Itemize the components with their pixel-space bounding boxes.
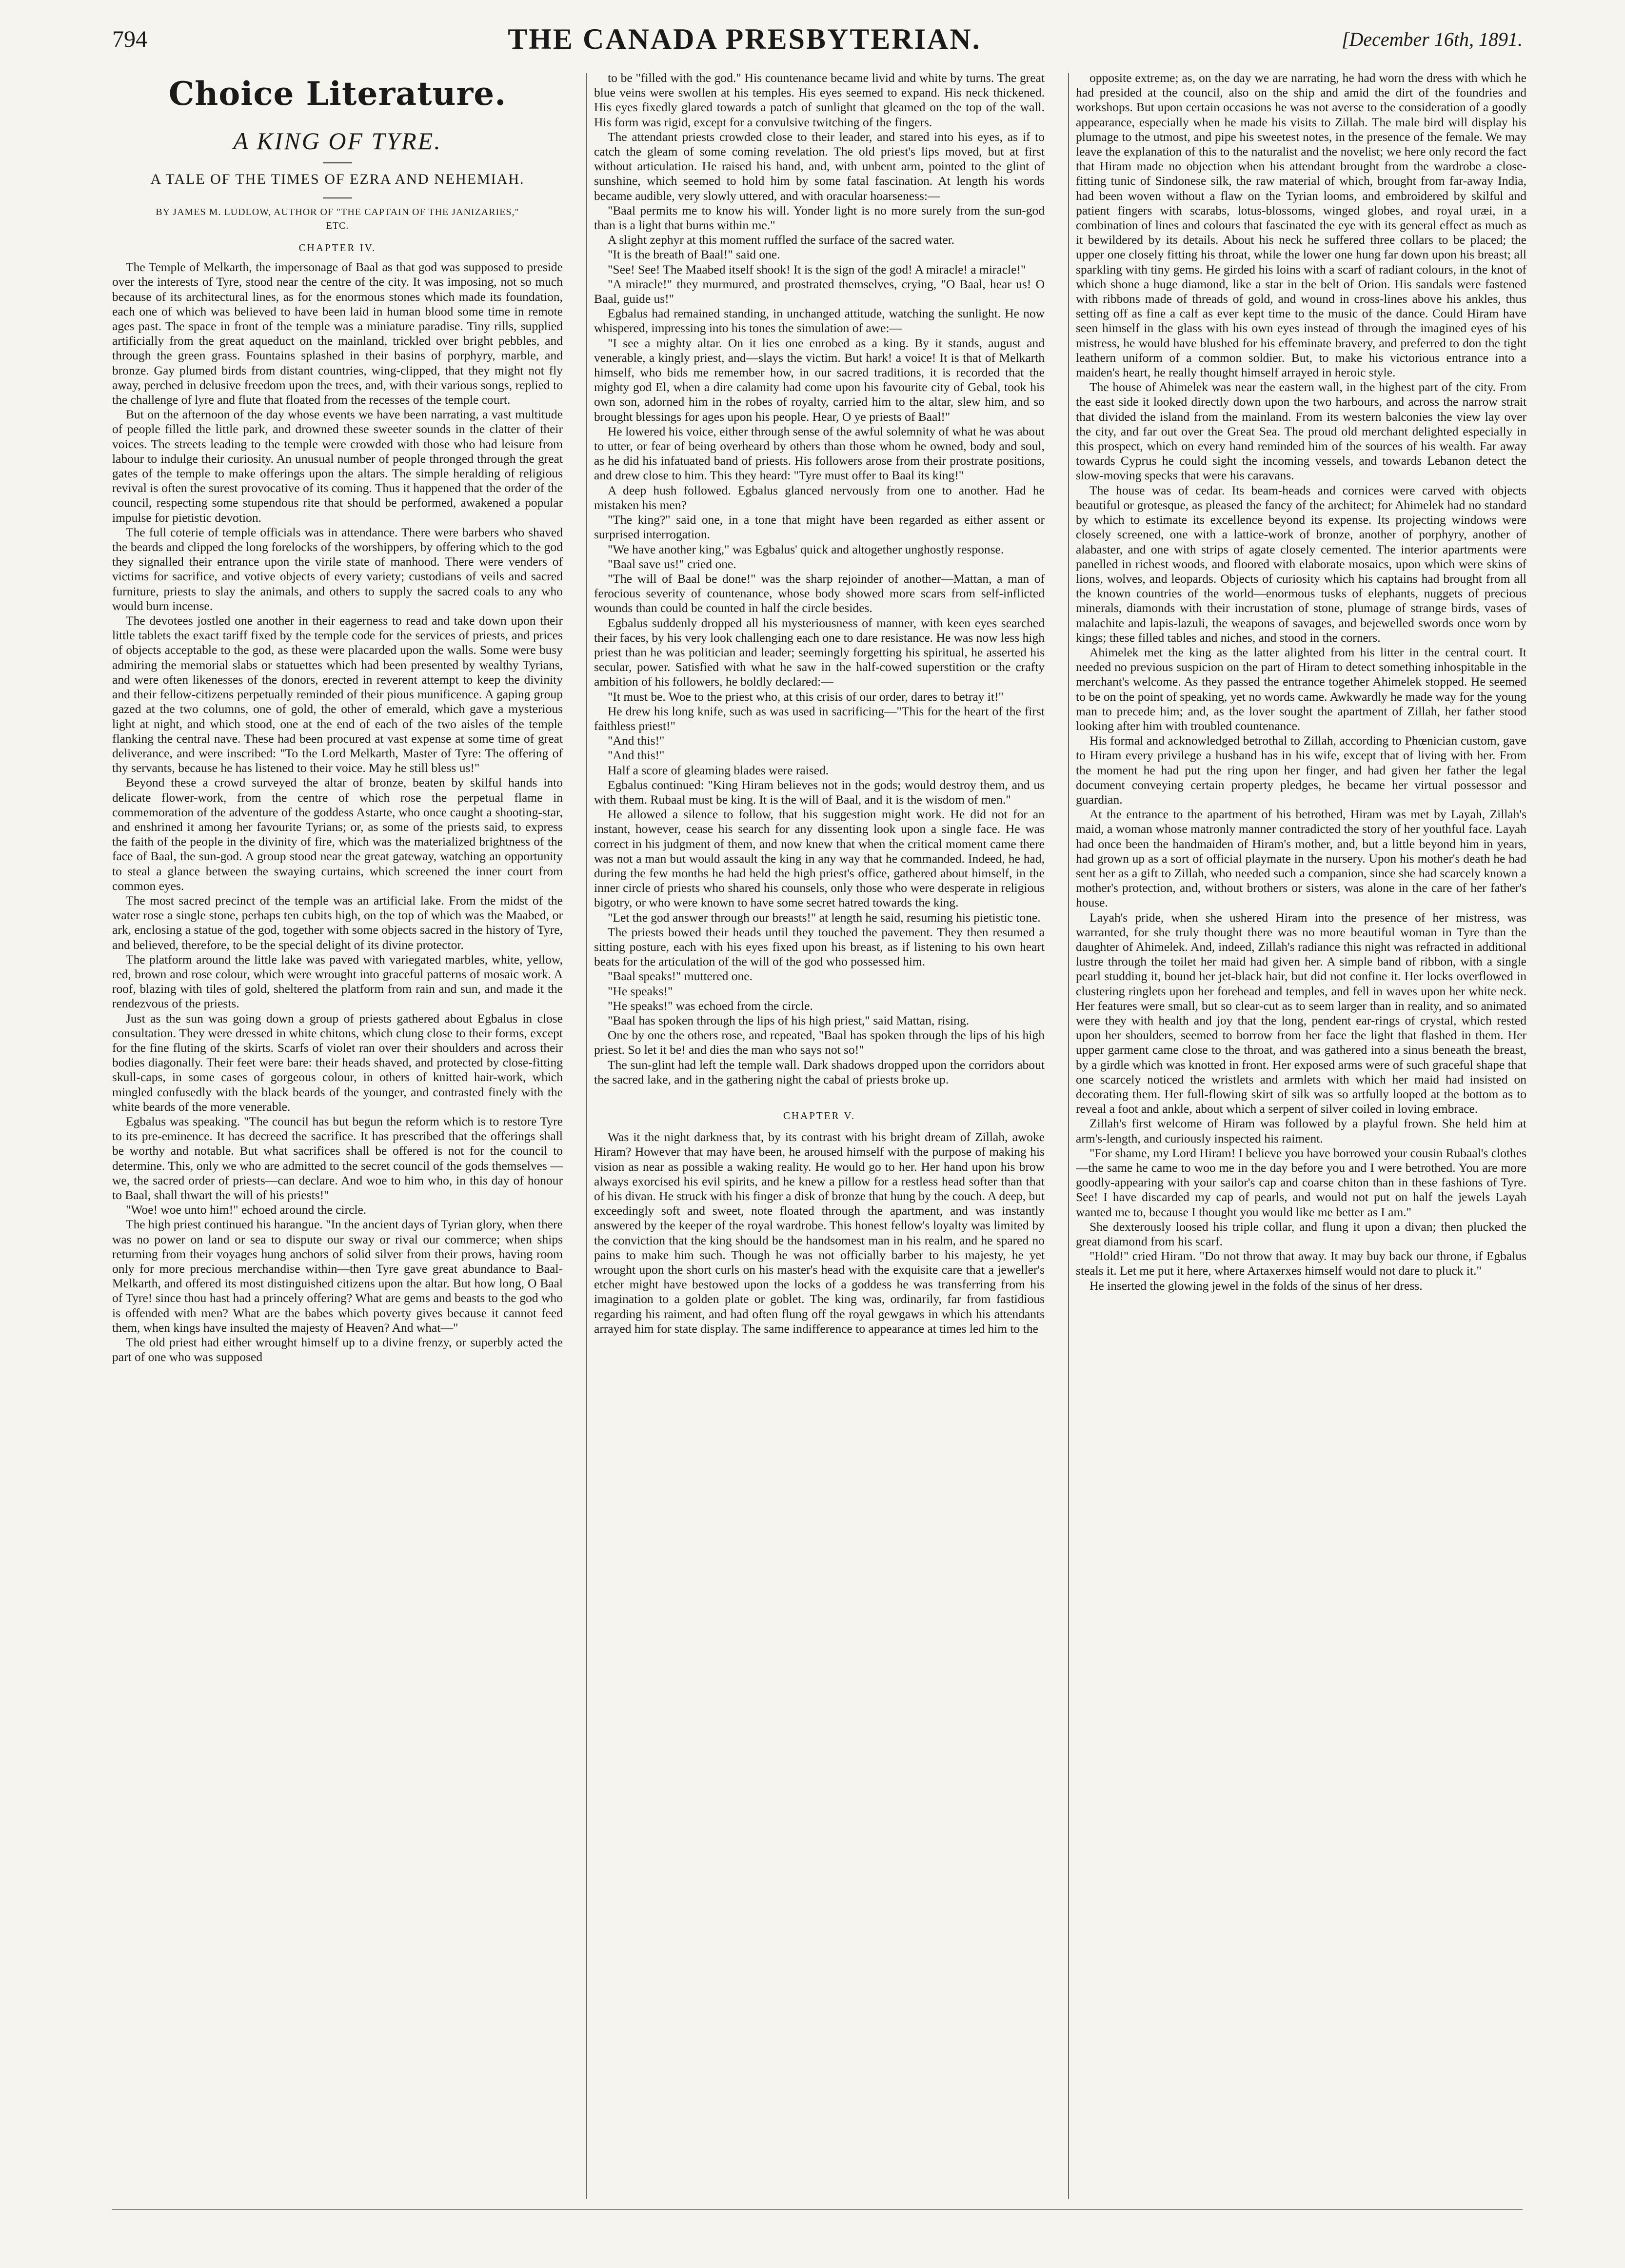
chapter-v-continued <box>1076 71 1526 1293</box>
paragraph: "Baal speaks!" muttered one. <box>608 969 753 984</box>
paragraph: The attendant priests crowded close to their leader, and stared into his eyes, as if to catch the gleam of some coming revelation. The old priest's lips moved, but at first without articulation. He raised his hand, and, with unbent arm, pointed to the glint of sunshine, which seemed to hold him by some fatal fascination. At length his words became audible, very slowly uttered, and with oracular hoarseness:— <box>594 129 1045 203</box>
paragraph: Egbalus continued: "King Hiram believes not in the gods; would destroy them, and us with them. Rubaal must be king. It is the will of Baal, and it is the wisdom of men." <box>594 777 1045 807</box>
paragraph: Was it the night darkness that, by its contrast with his bright dream of Zillah, awoke Hiram? However that may have been, he aroused himself with the purpose of making his vision as near as possible a waking reality. He would go to her. Her hand upon his brow always exorcised his evil spirits, and he knew a pillow for a restless head softer than that of his divan. He struck with his finger a disk of bronze that hung by the couch. A deep, but exceedingly soft and sweet, note floated through the apartment, and was instantly answered by the keeper of the royal wardrobe. This honest fellow's loyalty was limited by the conviction that the king should be the handsomest man in his realm, and he spared no pains to make him such. Though he was not officially barber to his majesty, he yet wrought upon the short curls on his master's head with the exquisite care that a jeweller's etcher might have bestowed upon the locks of a goddess he was transferring from his imagination to a golden plate or goblet. The king was, ordinarily, far from fastidious regarding his raiment, and had often flung off the royal gewgaws in which his attendants arrayed him for state display. The same indifference to appearance at times led him to the <box>594 1130 1045 1336</box>
paragraph: Ahimelek met the king as the latter alighted from his litter in the central court. It needed no previous suspicion on the part of Hiram to detect something inhospitable in the merchant's welcome. As they passed the entrance together Ahimelek stopped. He seemed to be on the point of speaking, yet no words came. Awkwardly he made way for the young man to precede him; and, as the lover sought the apartment of Zillah, her father stood looking after him with troubled countenance. <box>1076 645 1526 733</box>
chapter-iv-body <box>112 260 563 1364</box>
byline: BY JAMES M. LUDLOW, AUTHOR OF "THE CAPTAIN OF THE JANIZARIES," ETC. <box>156 207 519 231</box>
paragraph: She dexterously loosed his triple collar, and flung it upon a divan; then plucked the great diamond from his scarf. <box>1076 1219 1526 1249</box>
paragraph: Egbalus was speaking. "The council has but begun the reform which is to restore Tyre to its pre-eminence. It has decreed the sacrifice. It has prescribed that the offerings shall be worthy and notable. But what sacrifices shall be offered is not for the council to determine. This, only we who are admitted to the secret council of the gods themselves —we, the sacred order of priests—can declare. And woe to him who, in this day of honour to Baal, shall thwart the will of his priests!" <box>112 1114 563 1202</box>
paragraph: His formal and acknowledged betrothal to Zillah, according to Phœnician custom, gave to Hiram every privilege a husband has in his wife, except that of living with her. From the moment he had put the ring upon her finger, and had given her father the legal document conveying certain property pledges, he became her virtual possessor and guardian. <box>1076 733 1526 807</box>
paragraph: "And this!" <box>608 748 665 763</box>
paragraph: The priests bowed their heads until they touched the pavement. They then resumed a sitting posture, each with his eyes fixed upon his breast, as if listening to his own heart beats for the articulation of the will of the god who possessed him. <box>594 925 1045 969</box>
paragraph: Half a score of gleaming blades were raised. <box>608 763 829 777</box>
paragraph: A deep hush followed. Egbalus glanced nervously from one to another. Had he mistaken his men? <box>594 483 1045 512</box>
paragraph: The old priest had either wrought himself up to a divine frenzy, or superbly acted the part of one who was supposed <box>112 1335 563 1364</box>
paragraph: "Baal has spoken through the lips of his high priest," said Mattan, rising. <box>608 1013 970 1027</box>
paragraph: He allowed a silence to follow, that his suggestion might work. He did not for an instant, however, cease his search for any dissenting look upon a single face. He was correct in his judgment of them, and now knew that when the critical moment came there was not a man but would assault the king in any way that he commanded. Indeed, he had, during the few months he had held the high priest's office, gathered about himself, in the inner circle of priests who shared his counsels, only those who were desperate in religious bigotry, or who were known to have some secret hatred towards the king. <box>594 807 1045 910</box>
subtitle-rule <box>323 197 352 198</box>
column-1 <box>112 71 563 2207</box>
paragraph: "A miracle!" they murmured, and prostrated themselves, crying, "O Baal, hear us! O Baal, guide us!" <box>594 276 1045 306</box>
paragraph: The high priest continued his harangue. "In the ancient days of Tyrian glory, when there was no power on land or sea to dispute our sway or rival our commerce; when ships returning from their voyages hung anchors of solid silver from their prows, having room only for more precious merchandise within—then Tyre gave great abundance to Baal-Melkarth, and offered its most distinguished citizens upon the altar. But how long, O Baal of Tyre! since thou hast had a princely offering? What are gems and beasts to the god who is offended with men? What are the babes which poverty gives because it cannot feed them, when kings have insulted the majesty of Heaven? And what—" <box>112 1217 563 1335</box>
paragraph: The sun-glint had left the temple wall. Dark shadows dropped upon the corridors about the sacred lake, and in the gathering night the cabal of priests broke up. <box>594 1057 1045 1086</box>
running-header <box>112 20 1523 59</box>
paragraph: "For shame, my Lord Hiram! I believe you have borrowed your cousin Rubaal's clothes—the same he came to woo me in the day before you and I were betrothed. You are more goodly-appearing with your sailor's cap and coarse chiton than in these fashions of Tyre. See! I have discarded my cap of pearls, and would not put on half the jewels Layah wanted me to, because I thought you would like me better as I am." <box>1076 1145 1526 1219</box>
bottom-rule <box>112 2209 1523 2210</box>
story-title: A KING OF TYRE. <box>233 127 442 155</box>
paragraph: Egbalus had remained standing, in unchanged attitude, watching the sunlight. He now whispered, impressing into his tones the simulation of awe:— <box>594 306 1045 335</box>
paragraph: At the entrance to the apartment of his betrothed, Hiram was met by Layah, Zillah's maid, a woman whose matronly manner contradicted the story of her youthful face. Layah had once been the handmaiden of Hiram's mother, and, but a little beyond him in years, had grown up as a sort of official playmate in the nursery. Upon his mother's death he had sent her as a gift to Zillah, who needed such a companion, since she had scarcely known a mother's protection, and, without brothers or sisters, was alone in the care of her father's house. <box>1076 807 1526 910</box>
paragraph: One by one the others rose, and repeated, "Baal has spoken through the lips of his high priest. So let it be! and dies the man who says not so!" <box>594 1028 1045 1057</box>
column-3 <box>1076 71 1526 2207</box>
paragraph: Just as the sun was going down a group of priests gathered about Egbalus in close consultation. They were dressed in white chitons, which clung close to their forms, except for the fine fluting of the skirts. Scarfs of violet ran over their shoulders and across their bodies diagonally. Their feet were bare: their heads shaved, and protected by close-fitting skull-caps, in some cases of gorgeous colour, in others of knitted hair-work, which mingled confusedly with the black beards of the younger, and contrasted finely with the white beards of the more venerable. <box>112 1011 563 1114</box>
paragraph: "Woe! woe unto him!" echoed around the circle. <box>126 1203 367 1217</box>
paragraph: Layah's pride, when she ushered Hiram into the presence of her mistress, was warranted, for she truly thought there was no more beautiful woman in Tyre than the daughter of Ahimelek. And, indeed, Zillah's radiance this night was refracted in additional lustre through the toilet her maid had given her. A simple band of ribbon, with a single pearl studding it, bound her jet-black hair, but did not confine it. Her locks overflowed in clustering ringlets upon her forehead and temples, and fell in waves upon her white neck. Her features were small, but so clear-cut as to seem larger than in reality, and so animated were they with health and joy that the long, pendent ear-rings of crystal, which rested upon her shoulders, seemed to borrow from her face the light that flashed in them. Her upper garment came close to the throat, and was gathered into a sinus beneath the breast, by a girdle which was knotted in front. Her exposed arms were of such graceful shape that one scarcely noticed the wristlets and armlets with which her maid had insisted on decorating them. Her full-flowing skirt of silk was so artfully looped at the bottom as to reveal a foot and ankle, about which a serpent of silver coiled in loving embrace. <box>1076 910 1526 1116</box>
paragraph: "Baal permits me to know his will. Yonder light is no more surely from the sun-god than is a light that burns within me." <box>594 203 1045 233</box>
paragraph: "The will of Baal be done!" was the sharp rejoinder of another—Mattan, a man of ferocious severity of countenance, whose body showed more scars from self-inflicted wounds than could be counted in half the circle besides. <box>594 571 1045 615</box>
chapter-heading: CHAPTER V. <box>783 1110 856 1122</box>
paragraph: He inserted the glowing jewel in the folds of the sinus of her dress. <box>1090 1278 1423 1293</box>
paragraph: Egbalus suddenly dropped all his mysteriousness of manner, with keen eyes searched their faces, by his very look challenging each one to dare resistance. He was now less high priest than he was politician and leader; seemingly forgetting his spiritual, he asserted his secular, power. Satisfied with what he saw in the half-cowed superstition or the crafty ambition of his followers, he boldly declared:— <box>594 615 1045 689</box>
paragraph: "I see a mighty altar. On it lies one enrobed as a king. By it stands, august and venerable, a kingly priest, and—slays the victim. But hark! a voice! It is that of Melkarth himself, who bids me remember how, in our sacred traditions, it is recorded that the mighty god El, when a dire calamity had come upon his favourite city of Gebal, took his own son, adorned him in the robes of royalty, carried him to the altar, slew him, and so brought blessings for ages upon his people. Hear, O ye priests of Baal!" <box>594 335 1045 424</box>
paragraph: to be "filled with the god." His countenance became livid and white by turns. The great blue veins were swollen at his temples. His eyes seemed to expand. His neck thickened. His eyes fixedly glared towards a patch of sunlight that gleamed on the top of the wall. His form was rigid, except for a convulsive twitching of the fingers. <box>594 71 1045 129</box>
paragraph: But on the afternoon of the day whose events we have been narrating, a vast multitude of people filled the little park, and drowned these sweeter sounds in the clatter of their voices. The streets leading to the temple were crowded with those who had leisure from labour to indulge their curiosity. An unusual number of people thronged through the great gates of the temple to make offerings upon the altars. The simple heralding of religious revival is often the surest provocative of its coming. Thus it happened that the order of the council, respecting some stupendous rite that should be performed, awakened a popular impulse for pietistic devotion. <box>112 407 563 525</box>
story-subtitle: A TALE OF THE TIMES OF EZRA AND NEHEMIAH. <box>150 171 525 187</box>
paragraph: The house of Ahimelek was near the eastern wall, in the highest part of the city. From the east side it looked directly down upon the two harbours, and across the narrow strait that divided the island from the mainland. From its western balconies the view lay over the city, and far out over the Great Sea. The proud old merchant delighted especially in this prospect, which on every hand reminded him of the sources of his wealth. Far away towards Cyprus he could sight the incoming vessels, and towards Lebanon detect the slow-moving specks that were his caravans. <box>1076 380 1526 483</box>
title-rule <box>323 162 352 163</box>
paragraph: opposite extreme; as, on the day we are narrating, he had worn the dress with which he had presided at the council, also on the ship and amid the dirt of the foundries and workshops. But upon certain occasions he was not averse to the consideration of a goodly appearance, especially when he made his visits to Zillah. The male bird will display his plumage to the utmost, and pipe his sweetest notes, in the presence of the female. We may leave the explanation of this to the naturalist and the novelist; we here only record the fact that Hiram made no objection when his attendant brought from the wardrobe a close-fitting tunic of Sindonese silk, the raw material of which, brought from far-away India, had been woven without a flaw on the Tyrian looms, and embroidered by skilful and patient fingers with scarabs, lotus-blossoms, winged globes, and royal uræi, in a combination of lines and colours that fascinated the eye with its general effect as much as it bewildered by its details. About his neck he suffered three collars to be placed; the upper one closely fitting his throat, while the lower one hung far down upon his breast; all sparkling with tiny gems. He girded his loins with a scarf of radiant colours, in the knot of which shone a huge diamond, like a star in the belt of Orion. His sandals were fastened with ribbons made of threads of gold, and wound in cross-lines above his ankles, thus setting off as fine a calf as ever kept time to the music of the dance. Could Hiram have seen himself in the glass with his own eyes instead of through the imagined eyes of his mistress, he would have blushed for his effeminate bravery, and preferred to don the tight leathern uniform of a common soldier. But, to make his victorious entrance into a maiden's heart, he really thought himself arrayed in heroic style. <box>1076 71 1526 380</box>
paragraph: A slight zephyr at this moment ruffled the surface of the sacred water. <box>608 233 955 247</box>
paragraph: The Temple of Melkarth, the impersonage of Baal as that god was supposed to preside over the interests of Tyre, stood near the centre of the city. It was imposing, not so much because of its architectural lines, as for the enormous stones which made its foundation, each one of which was believed to have been laid in human blood some time in remote ages past. The space in front of the temple was a miniature paradise. Tiny rills, supplied artificially from the great aqueduct on the mainland, trickled over bright pebbles, and through the green grass. Fountains splashed in their basins of porphyry, marble, and bronze. Gay plumed birds from distant countries, wing-clipped, that they might not fly away, perched in delusive freedom upon the trees, and, with their various songs, replied to the challenge of lyre and flute that floated from the recesses of the temple court. <box>112 260 563 407</box>
page-number: 794 <box>112 26 147 52</box>
chapter-iv-continued <box>594 71 1045 1087</box>
paragraph: The full coterie of temple officials was in attendance. There were barbers who shaved the beards and clipped the long forelocks of the worshippers, by offering which to the god they signalled their entrance upon the virile state of manhood. There were venders of victims for sacrifice, and votive objects of every variety; custodians of veils and sacred furniture, priests to slay the animals, and others to supply the sacred coals to any who would burn incense. <box>112 525 563 613</box>
paragraph: The devotees jostled one another in their eagerness to read and take down upon their little tablets the exact tariff fixed by the temple code for the services of priests, and prices of objects acceptable to the god, as these were placarded upon the walls. Some were busy admiring the memorial slabs or statuettes which had been presented by wealthy Tyrians, and were often likenesses of the donors, erected in reverent attempt to keep the divinity and their fellow-citizens perpetually reminded of their pious munificence. A gaping group gazed at the two columns, one of gold, the other of emerald, which gave a mysterious light at night, and which stood, one at the end of each of the two aisles of the temple flanking the central nave. These had been procured at vast expense at some time of great deliverance, and were inscribed: "To the Lord Melkarth, Master of Tyre: The offering of thy servants, because he has listened to their voice. May he still bless us!" <box>112 613 563 775</box>
paragraph: He lowered his voice, either through sense of the awful solemnity of what he was about to utter, or fear of being overheard by others than those whom he owned, body and soul, as he did his infatuated band of priests. His followers arose from their prostrate positions, and drew close to him. This they heard: "Tyre must offer to Baal its king!" <box>594 424 1045 483</box>
section-title: Choice Literature. <box>168 75 507 113</box>
chapter-v-body <box>594 1130 1045 1336</box>
column-2 <box>594 71 1045 2207</box>
paragraph: "Hold!" cried Hiram. "Do not throw that away. It may buy back our throne, if Egbalus steals it. Let me put it here, where Artaxerxes himself would not dare to pluck it." <box>1076 1249 1526 1278</box>
paragraph: "The king?" said one, in a tone that might have been regarded as either assent or surprised interrogation. <box>594 513 1045 542</box>
journal-title: THE CANADA PRESBYTERIAN. <box>508 22 981 55</box>
paragraph: "He speaks!" was echoed from the circle. <box>608 998 813 1013</box>
paragraph: The most sacred precinct of the temple was an artificial lake. From the midst of the water rose a single stone, perhaps ten cubits high, on the top of which was the Maabed, or ark, enclosing a statue of the god, together with some objects sacred in the history of Tyre, and believed, therefore, to be the special delight of its divine protector. <box>112 893 563 952</box>
paragraph: "Baal save us!" cried one. <box>608 556 736 571</box>
paragraph: "We have another king," was Egbalus' quick and altogether unghostly response. <box>608 542 1004 556</box>
paragraph: "And this!" <box>608 733 665 748</box>
paragraph: Zillah's first welcome of Hiram was followed by a playful frown. She held him at arm's-length, and curiously inspected his raiment. <box>1076 1116 1526 1145</box>
issue-date: [December 16th, 1891. <box>1341 28 1523 50</box>
paragraph: The house was of cedar. Its beam-heads and cornices were carved with objects beautiful or grotesque, as pleased the fancy of the architect; for Ahimelek had no standard by which to estimate its excellence beyond its expense. Its projecting windows were closely screened, one with a lattice-work of bronze, another of porphyry, another of alabaster, and one with strips of agate closely cemented. The interior apartments were panelled in richest woods, and floored with elaborate mosaics, upon which were skins of lions, wolves, and leopards. Objects of curiosity which his captains had brought from all the known countries of the world—enormous tusks of elephants, nuggets of precious minerals, diamonds with their incrustation of stone, plumage of strange birds, vases of malachite and lapis-lazuli, the weapons of savages, and bejewelled swords once worn by kings; these filled tables and niches, and stood in the corners. <box>1076 483 1526 645</box>
paragraph: "See! See! The Maabed itself shook! It is the sign of the god! A miracle! a miracle!" <box>608 262 1026 276</box>
paragraph: "It is the breath of Baal!" said one. <box>608 247 780 262</box>
paragraph: Beyond these a crowd surveyed the altar of bronze, beaten by skilful hands into delicate flower-work, from the centre of which rose the perpetual flame in commemoration of the adventure of the goddess Astarte, who once caught a shooting-star, and enshrined it among her favourite Tyrians; or, as some of the priests said, to express the faith of the people in the divinity of fire, which was the materialized brightness of the face of Baal, the sun-god. A group stood near the great gateway, watching an opportunity to steal a glance between the swaying curtains, which screened the inner court from common eyes. <box>112 775 563 893</box>
paragraph: The platform around the little lake was paved with variegated marbles, white, yellow, red, brown and rose colour, which were wrought into graceful patterns of mosaic work. A roof, blazing with tiles of gold, sheltered the platform from rain and sun, and made it the rendezvous of the priests. <box>112 952 563 1011</box>
paragraph: "He speaks!" <box>608 984 673 998</box>
article-columns <box>112 71 1526 2207</box>
paragraph: He drew his long knife, such as was used in sacrificing—"This for the heart of the first faithless priest!" <box>594 704 1045 733</box>
paragraph: "It must be. Woe to the priest who, at this crisis of our order, dares to betray it!" <box>608 689 1004 704</box>
chapter-heading: CHAPTER IV. <box>298 242 377 254</box>
paragraph: "Let the god answer through our breasts!" at length he said, resuming his pietistic tone. <box>608 910 1041 925</box>
